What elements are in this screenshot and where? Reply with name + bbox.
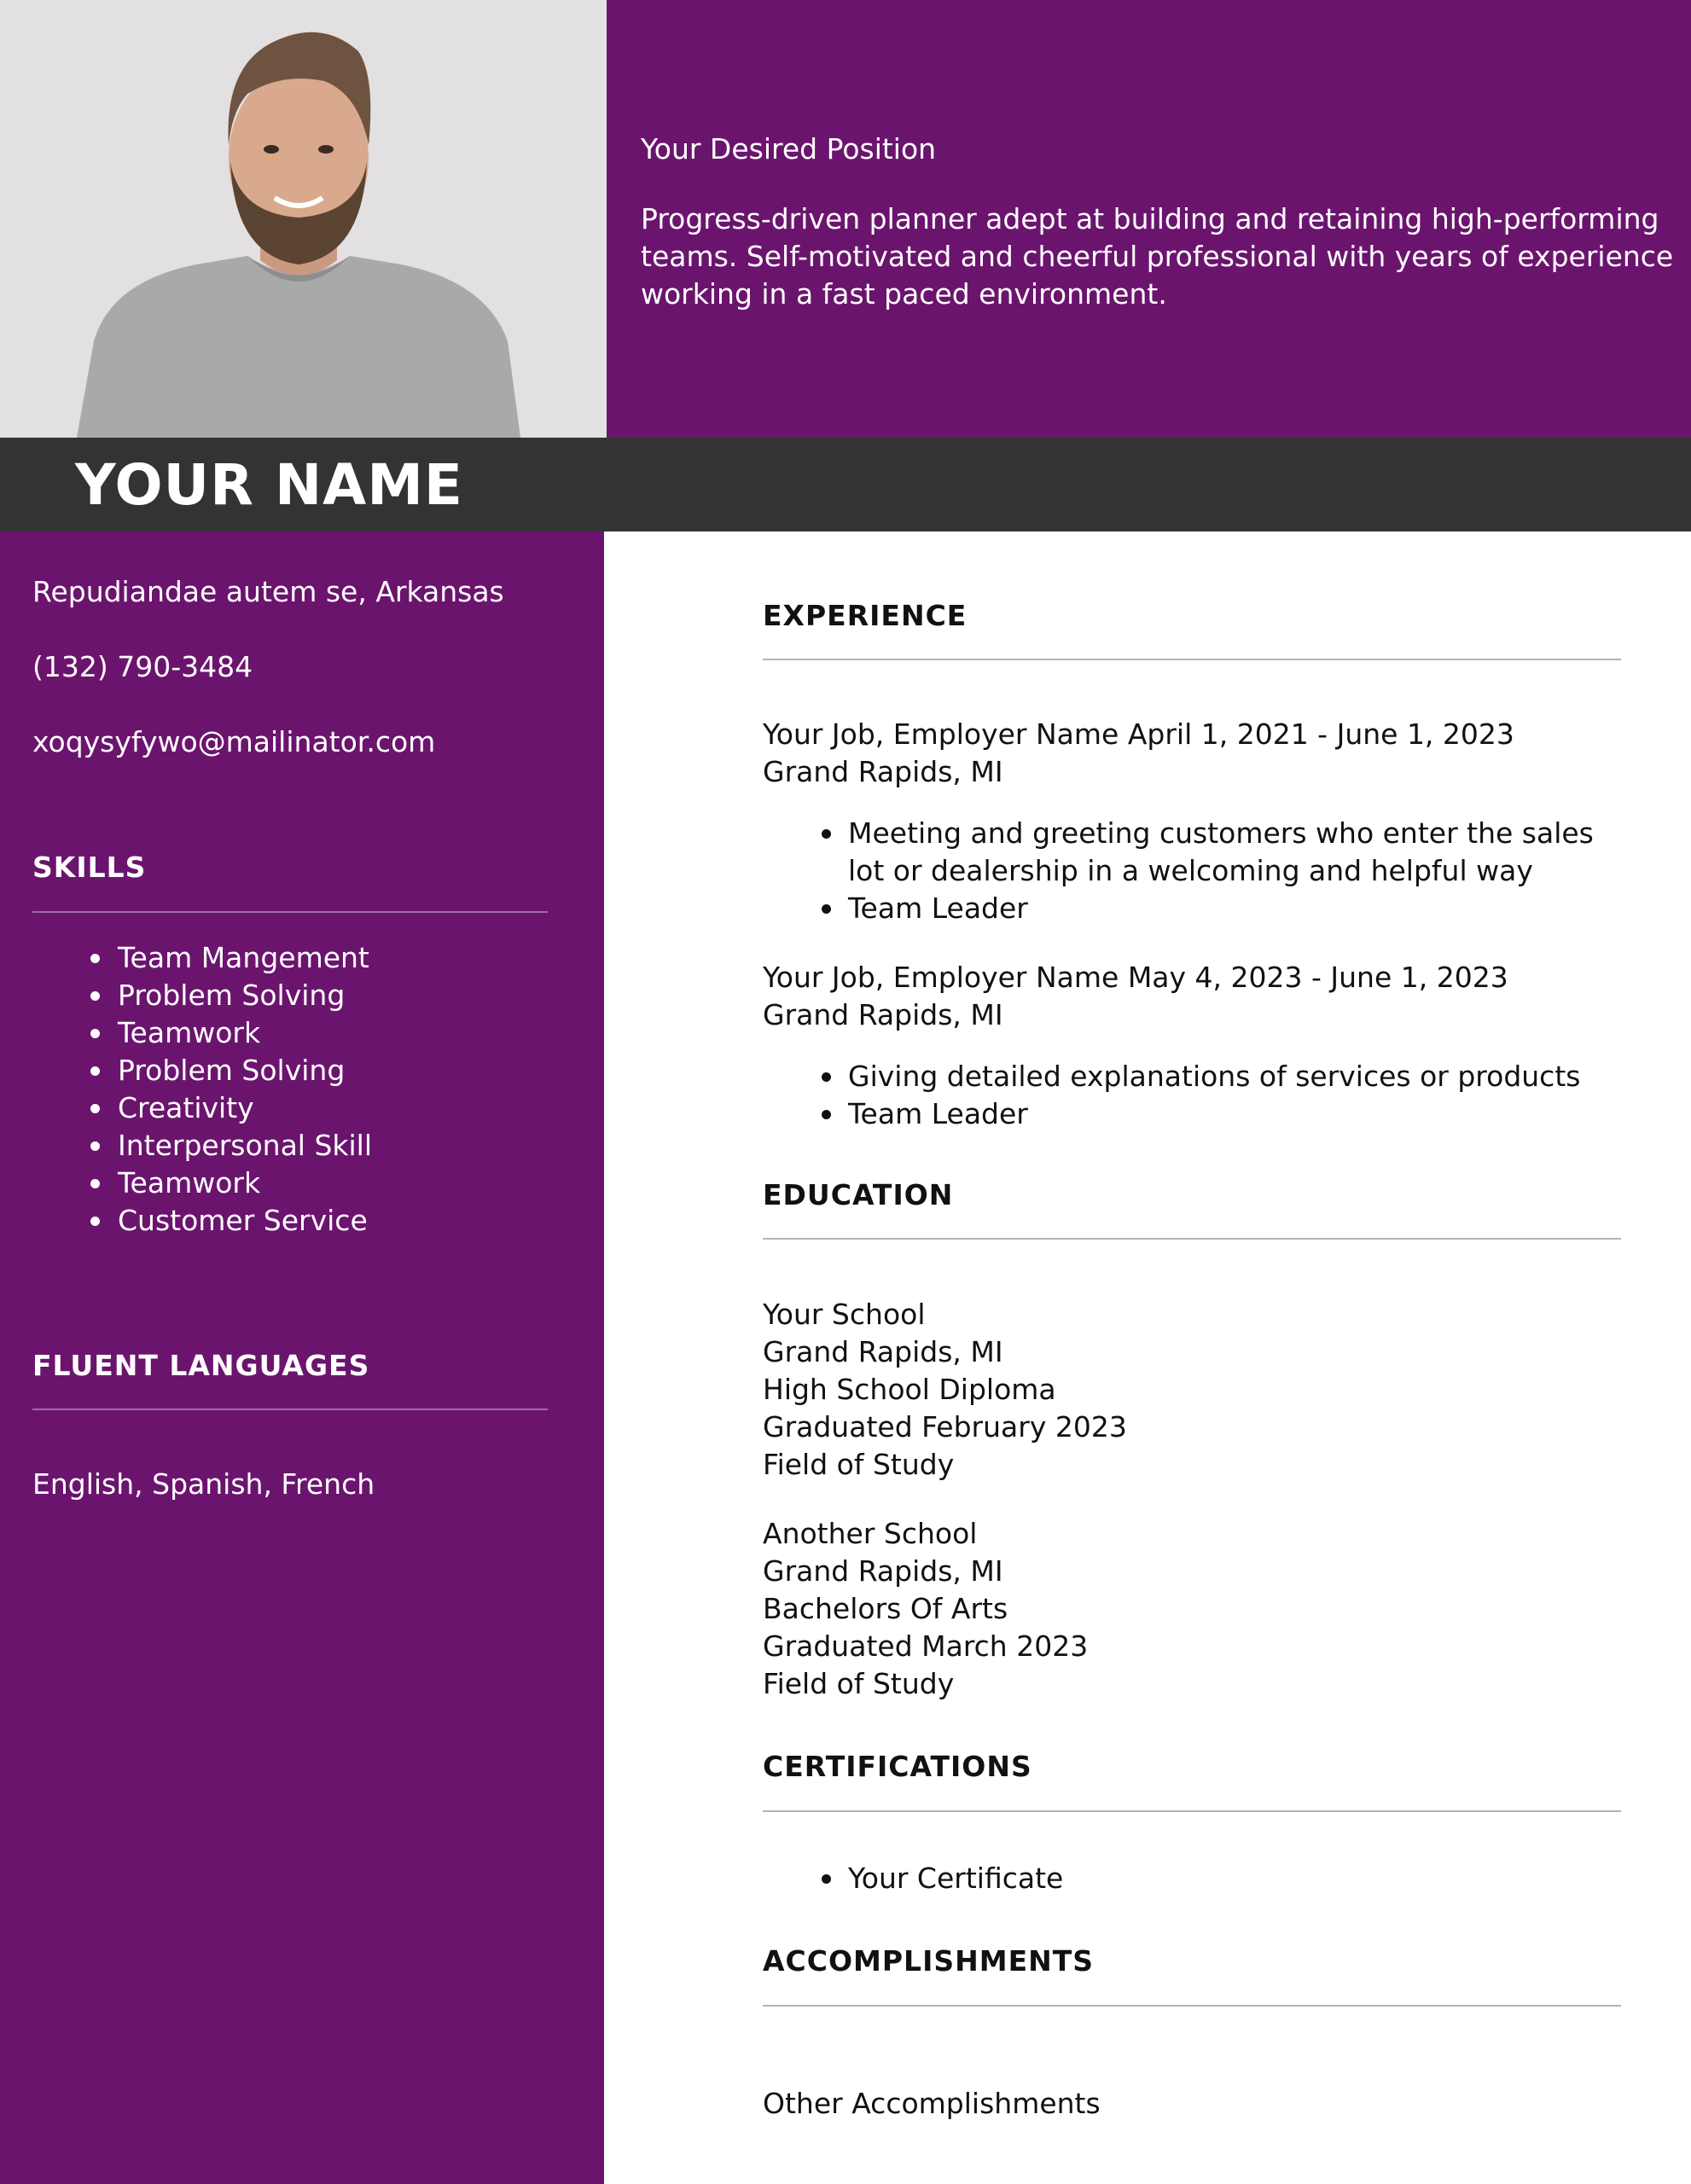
school-graduated: Graduated March 2023 (763, 1629, 1089, 1663)
skills-heading: SKILLS (32, 851, 147, 884)
languages-value: English, Spanish, French (32, 1467, 375, 1501)
school-field: Field of Study (763, 1667, 955, 1700)
list-item: Customer Service (32, 1202, 372, 1240)
header-panel (607, 0, 1691, 438)
list-item: Your Certificate (763, 1860, 1621, 1897)
list-item: Team Leader (763, 1095, 1621, 1133)
school-field: Field of Study (763, 1448, 955, 1481)
profile-photo (0, 0, 607, 438)
accomplishments-text: Other Accomplishments (763, 2087, 1101, 2120)
desired-position: Your Desired Position (641, 132, 937, 166)
candidate-name: YOUR NAME (75, 452, 464, 518)
school-location: Grand Rapids, MI (763, 1554, 1003, 1588)
education-divider (763, 1238, 1621, 1240)
job-duties-list (763, 1058, 1621, 1133)
certifications-heading: CERTIFICATIONS (763, 1750, 1032, 1783)
job-duties-list (763, 815, 1621, 927)
name-bar (0, 438, 1691, 531)
job-location: Grand Rapids, MI (763, 755, 1003, 788)
list-item: Meeting and greeting customers who enter the sales lot or dealership in a welcoming and helpful way (763, 815, 1621, 890)
list-item: Giving detailed explanations of services or products (763, 1058, 1621, 1095)
certifications-list (763, 1860, 1621, 1897)
contact-address: Repudiandae autem se, Arkansas (32, 575, 504, 608)
person-photo-icon (0, 0, 607, 438)
contact-phone: (132) 790-3484 (32, 650, 253, 683)
list-item: Teamwork (32, 1014, 372, 1052)
skills-divider (32, 911, 548, 913)
languages-divider (32, 1409, 548, 1410)
education-heading: EDUCATION (763, 1178, 954, 1211)
skills-list (32, 939, 372, 1240)
list-item: Team Mangement (32, 939, 372, 977)
school-degree: High School Diploma (763, 1373, 1056, 1406)
contact-email[interactable]: xoqysyfywo@mailinator.com (32, 725, 436, 758)
certifications-divider (763, 1810, 1621, 1812)
job-title-line: Your Job, Employer Name April 1, 2021 - June 1, 2023 (763, 717, 1514, 751)
list-item: Problem Solving (32, 1052, 372, 1089)
experience-divider (763, 659, 1621, 660)
school-name: Your School (763, 1298, 926, 1331)
list-item: Teamwork (32, 1165, 372, 1202)
experience-heading: EXPERIENCE (763, 599, 968, 632)
list-item: Problem Solving (32, 977, 372, 1014)
list-item: Team Leader (763, 890, 1621, 927)
job-title-line: Your Job, Employer Name May 4, 2023 - June 1, 2023 (763, 961, 1508, 994)
job-location: Grand Rapids, MI (763, 998, 1003, 1031)
school-degree: Bachelors Of Arts (763, 1592, 1008, 1625)
accomplishments-heading: ACCOMPLISHMENTS (763, 1944, 1095, 1978)
school-location: Grand Rapids, MI (763, 1335, 1003, 1368)
school-graduated: Graduated February 2023 (763, 1410, 1127, 1443)
school-name: Another School (763, 1517, 978, 1550)
profile-summary: Progress-driven planner adept at building and retaining high-performing teams. Self-motivated and cheerful professional with years of experience working in a fast paced environment. (641, 202, 1674, 311)
accomplishments-divider (763, 2005, 1621, 2007)
languages-heading: FLUENT LANGUAGES (32, 1349, 370, 1382)
list-item: Interpersonal Skill (32, 1127, 372, 1165)
list-item: Creativity (32, 1089, 372, 1127)
